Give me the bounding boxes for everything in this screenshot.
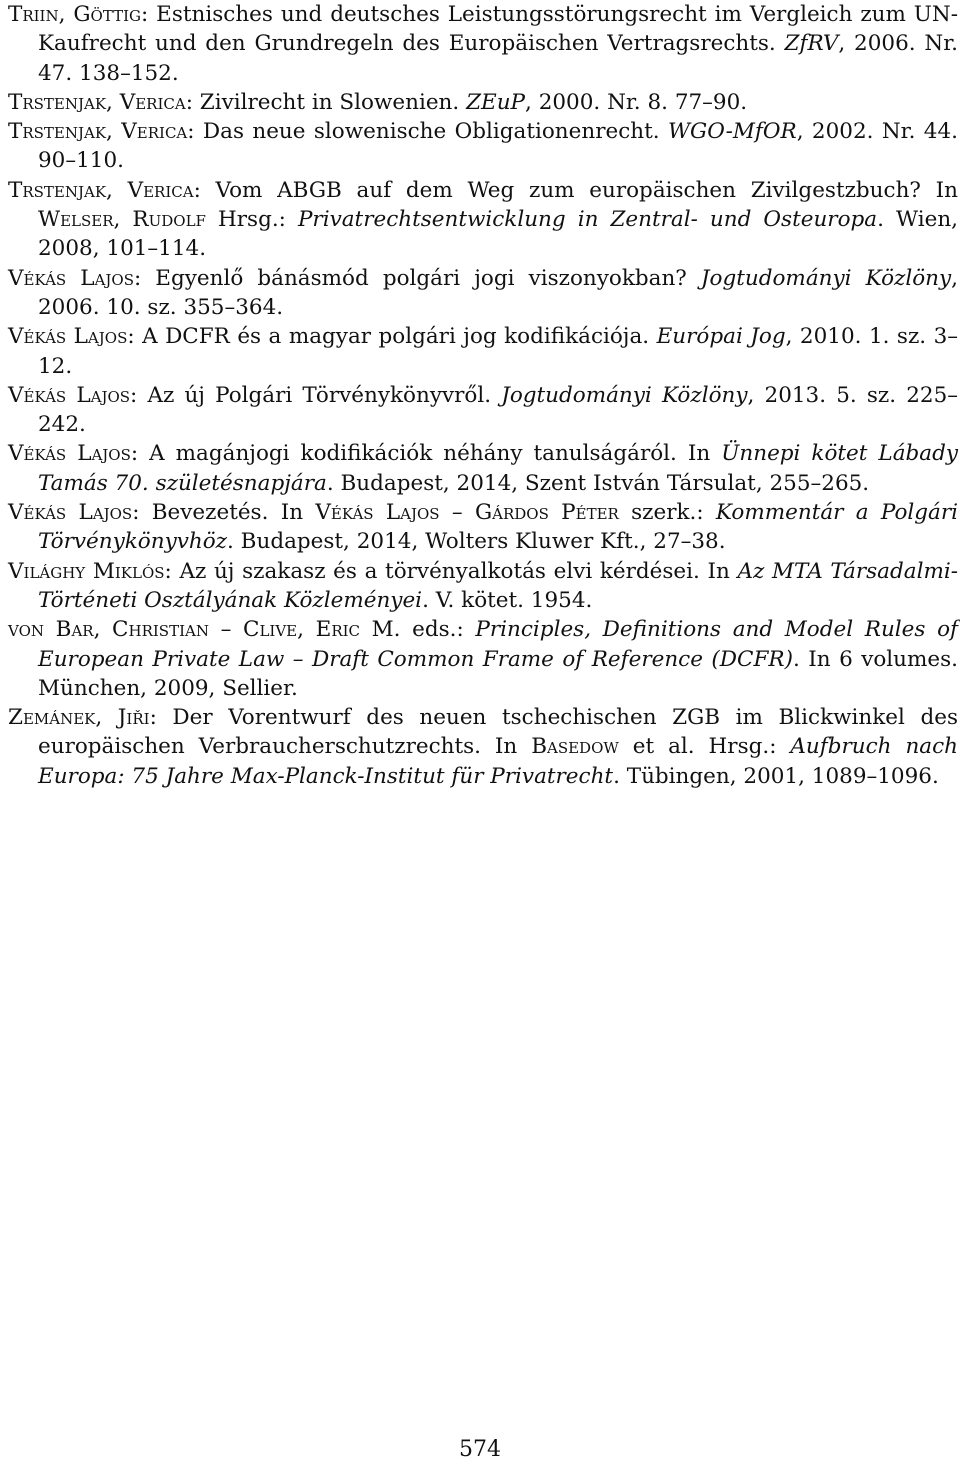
- bib-entry: [8, 381, 958, 440]
- author: Trstenjak, Verica: [8, 119, 188, 145]
- separator: :: [185, 89, 200, 115]
- author: Világhy Miklós: [8, 558, 165, 584]
- details: , 2006. 10. sz. 355–364.: [38, 265, 958, 320]
- details: . Budapest, 2014, Szent István Társulat, 255–265.: [326, 470, 870, 496]
- author: Vékás Lajos: [8, 500, 133, 526]
- page-number: 574: [459, 1437, 501, 1462]
- author: Zemánek, Jiři: [8, 705, 150, 731]
- title: Zivilrecht in Slowenien.: [199, 89, 467, 115]
- bib-entry: [8, 264, 958, 323]
- editor: Basedow: [531, 734, 619, 760]
- title: Vom ABGB auf dem Weg zum europäischen Zivilgestzbuch? In: [215, 177, 958, 203]
- author: Triin, Göttig: [8, 2, 142, 27]
- separator: :: [133, 265, 156, 291]
- separator: :: [130, 441, 150, 467]
- details: , 2000. Nr. 8. 77–90.: [525, 89, 748, 115]
- author: Vékás Lajos: [8, 382, 131, 408]
- separator: :: [127, 324, 143, 350]
- source: Európai Jog: [656, 324, 786, 350]
- details: . Wien, 2008, 101–114.: [38, 207, 958, 262]
- author: Trstenjak, Verica: [8, 177, 194, 203]
- separator: eds.:: [400, 617, 476, 643]
- title: Bevezetés. In: [151, 500, 316, 526]
- details: , 2010. 1. sz. 3–12.: [38, 324, 959, 379]
- author: Vékás Lajos: [8, 265, 134, 291]
- author: Vékás Lajos: [8, 441, 131, 467]
- source: Privatrechtsentwicklung in Zentral- und Osteuropa: [297, 207, 878, 233]
- title: Der Vorentwurf des neuen tschechischen ZGB im Blickwinkel des europäischen Verbraucherschutzrechts. In: [38, 705, 958, 760]
- source: Kommentár a Polgári Törvénykönyvhöz: [38, 500, 959, 555]
- editor: Welser, Rudolf: [38, 207, 206, 233]
- bib-entry: [8, 439, 958, 498]
- source: Jogtudományi Közlöny: [700, 265, 952, 291]
- title: Az új szakasz és a törvényalkotás elvi kérdései. In: [179, 558, 738, 584]
- separator: :: [193, 177, 216, 203]
- title: Estnisches und deutsches Leistungsstörungsrecht im Vergleich zum UN-Kaufrecht und den Grundregeln des Europäischen Vertragsrechts.: [38, 2, 958, 57]
- bib-entry: [8, 88, 958, 117]
- details: . Budapest, 2014, Wolters Kluwer Kft., 27–38.: [227, 529, 726, 555]
- source: ZEuP: [466, 89, 526, 115]
- author: Vékás Lajos: [8, 324, 128, 350]
- separator: :: [141, 2, 157, 27]
- editor-note: et al. Hrsg.:: [618, 734, 791, 760]
- separator: :: [187, 119, 203, 145]
- editor-note: szerk.:: [618, 500, 716, 526]
- editor: Vékás Lajos – Gárdos Péter: [315, 500, 619, 526]
- source: Principles, Definitions and Model Rules of European Private Law – Draft Common Frame of Reference (DCFR): [38, 617, 958, 672]
- bib-entry: [8, 0, 958, 88]
- source: Az MTA Társadalmi-Történeti Osztályának Közleményei: [38, 558, 958, 613]
- bib-entry: [8, 498, 958, 557]
- source: Jogtudományi Közlöny: [501, 382, 748, 408]
- details: . In 6 volumes. München, 2009, Sellier.: [38, 646, 958, 701]
- source: WGO-MfOR: [667, 119, 797, 145]
- bib-entry: [8, 703, 958, 791]
- details: , 2006. Nr. 47. 138–152.: [38, 31, 958, 86]
- title: A magánjogi kodifikációk néhány tanulságáról. In: [149, 441, 722, 467]
- bib-entry: [8, 176, 958, 264]
- details: , 2002. Nr. 44. 90–110.: [38, 119, 958, 174]
- source: ZfRV: [784, 31, 839, 57]
- details: . V. kötet. 1954.: [422, 587, 593, 613]
- source: Ünnepi kötet Lábady Tamás 70. születésnapjára: [38, 441, 958, 496]
- title: Az új Polgári Törvénykönyvről.: [147, 382, 502, 408]
- separator: :: [130, 382, 148, 408]
- title: A DCFR és a magyar polgári jog kodifikációja.: [142, 324, 657, 350]
- separator: :: [132, 500, 152, 526]
- author: Trstenjak, Verica: [8, 89, 186, 115]
- bib-entry: [8, 117, 958, 176]
- separator: :: [164, 558, 180, 584]
- bib-entry: [8, 322, 958, 381]
- bib-entry: [8, 615, 958, 703]
- title: Egyenlő bánásmód polgári jogi viszonyokban?: [155, 265, 701, 291]
- bib-entry: [8, 557, 958, 616]
- editor-note: Hrsg.:: [205, 207, 298, 233]
- title: Das neue slowenische Obligationenrecht.: [202, 119, 668, 145]
- bibliography-list: [8, 0, 958, 791]
- separator: :: [149, 705, 173, 731]
- details: , 2013. 5. sz. 225–242.: [38, 382, 959, 438]
- source: Aufbruch nach Europa: 75 Jahre Max-Planck-Institut für Privatrecht: [38, 734, 958, 789]
- author: von Bar, Christian – Clive, Eric M.: [8, 617, 401, 643]
- details: . Tübingen, 2001, 1089–1096.: [613, 763, 939, 789]
